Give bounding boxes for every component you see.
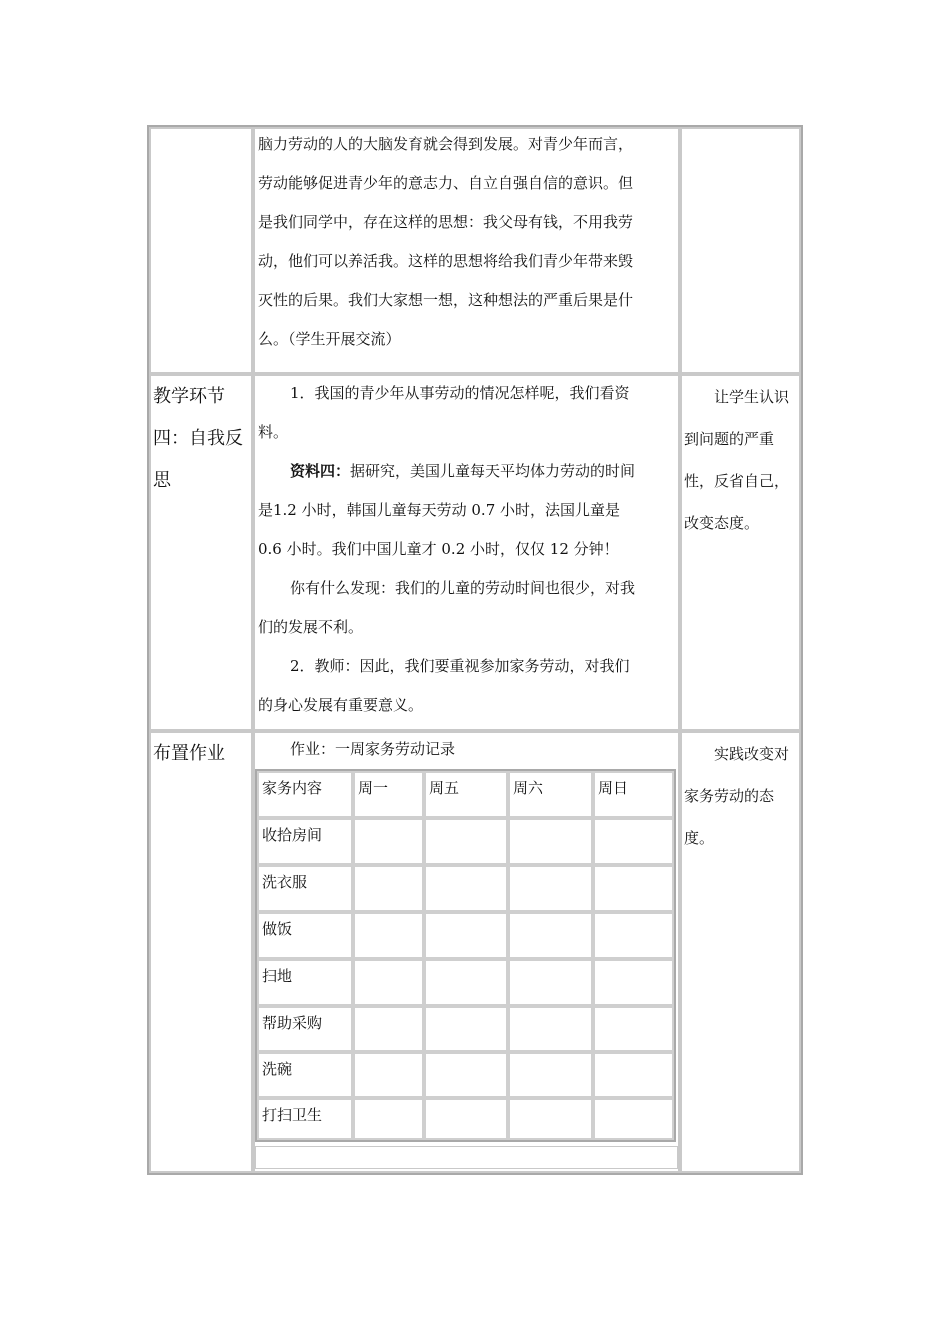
table-header-cell: 周日 — [593, 771, 674, 818]
table-cell — [424, 1006, 508, 1052]
row3-bottom-strip — [255, 1146, 678, 1169]
table-cell — [593, 865, 674, 912]
row2-label-cell — [149, 374, 253, 731]
material-four-text: 据研究，美国儿童每天平均体力劳动的时间 — [350, 462, 636, 480]
goal-line: 度。 — [684, 829, 715, 847]
table-cell — [424, 1098, 508, 1140]
row3-label-cell — [149, 731, 253, 1173]
section-label: 教学环节 — [153, 386, 225, 407]
table-row-label: 洗碗 — [257, 1052, 353, 1098]
table-cell — [593, 1098, 674, 1140]
paragraph-line: 是1.2 小时，韩国儿童每天劳动 0.7 小时，法国儿童是 — [258, 501, 621, 519]
table-header-cell: 周一 — [353, 771, 424, 818]
housework-record-table — [255, 769, 676, 1142]
row1-label-cell — [149, 127, 253, 374]
row1-content-cell — [253, 127, 680, 374]
goal-line: 家务劳动的态 — [684, 787, 775, 805]
row1-line: 劳动能够促进青少年的意志力、自立自强自信的意识。但 — [258, 174, 634, 192]
table-cell — [353, 1052, 424, 1098]
table-cell — [508, 1098, 593, 1140]
table-row-label: 洗衣服 — [257, 865, 353, 912]
table-cell — [593, 912, 674, 959]
table-cell — [424, 1052, 508, 1098]
paragraph-line: 0.6 小时。我们中国儿童才 0.2 小时，仅仅 12 分钟！ — [258, 540, 619, 558]
row2-content-cell — [253, 374, 680, 731]
table-row-label: 扫地 — [257, 959, 353, 1006]
table-cell — [508, 1052, 593, 1098]
table-cell — [593, 818, 674, 865]
table-cell — [508, 1006, 593, 1052]
material-four-label: 资料四： — [290, 462, 351, 480]
table-cell — [508, 818, 593, 865]
table-header-cell: 家务内容 — [257, 771, 353, 818]
table-cell — [508, 959, 593, 1006]
paragraph-line: 2．教师：因此，我们要重视参加家务劳动，对我们 — [290, 657, 630, 675]
table-cell — [353, 1006, 424, 1052]
table-cell — [353, 959, 424, 1006]
table-cell — [353, 818, 424, 865]
goal-line: 让学生认识 — [714, 388, 790, 406]
paragraph-line: 你有什么发现：我们的儿童的劳动时间也很少，对我 — [290, 579, 636, 597]
table-row-label: 做饭 — [257, 912, 353, 959]
table-row-label: 打扫卫生 — [257, 1098, 353, 1140]
table-header-cell: 周六 — [508, 771, 593, 818]
paragraph-line — [258, 452, 678, 491]
goal-line: 到问题的严重 — [684, 430, 775, 448]
table-cell — [508, 912, 593, 959]
paragraph-line: 料。 — [258, 423, 289, 441]
section-label: 四：自我反 — [153, 428, 243, 449]
paragraph-line: 的身心发展有重要意义。 — [258, 696, 424, 714]
table-cell — [424, 865, 508, 912]
row1-line: 么。（学生开展交流） — [258, 330, 401, 348]
paragraph-line: 1．我国的青少年从事劳动的情况怎样呢，我们看资 — [290, 384, 630, 402]
table-cell — [353, 865, 424, 912]
table-cell — [353, 1098, 424, 1140]
table-cell — [593, 1052, 674, 1098]
section-label: 布置作业 — [153, 743, 225, 764]
table-cell — [424, 912, 508, 959]
table-row-label: 帮助采购 — [257, 1006, 353, 1052]
goal-line: 改变态度。 — [684, 514, 760, 532]
table-header-cell: 周五 — [424, 771, 508, 818]
table-cell — [593, 959, 674, 1006]
goal-line: 性，反省自己， — [684, 472, 790, 490]
row1-goal-cell — [680, 127, 801, 374]
row1-line: 是我们同学中，存在这样的思想：我父母有钱，不用我劳 — [258, 213, 634, 231]
table-row-label: 收拾房间 — [257, 818, 353, 865]
row1-line: 动，他们可以养活我。这样的思想将给我们青少年带来毁 — [258, 252, 634, 270]
section-label: 思 — [153, 470, 171, 491]
paragraph-line: 们的发展不利。 — [258, 618, 364, 636]
table-cell — [593, 1006, 674, 1052]
table-cell — [508, 865, 593, 912]
table-cell — [353, 912, 424, 959]
row1-line: 脑力劳动的人的大脑发育就会得到发展。对青少年而言， — [258, 135, 634, 153]
row2-goal-cell — [680, 374, 801, 731]
row3-goal-cell — [680, 731, 801, 1173]
table-cell — [424, 959, 508, 1006]
homework-title: 作业：一周家务劳动记录 — [290, 740, 456, 758]
table-cell — [424, 818, 508, 865]
row1-line: 灭性的后果。我们大家想一想，这种想法的严重后果是什 — [258, 291, 634, 309]
goal-line: 实践改变对 — [714, 745, 790, 763]
